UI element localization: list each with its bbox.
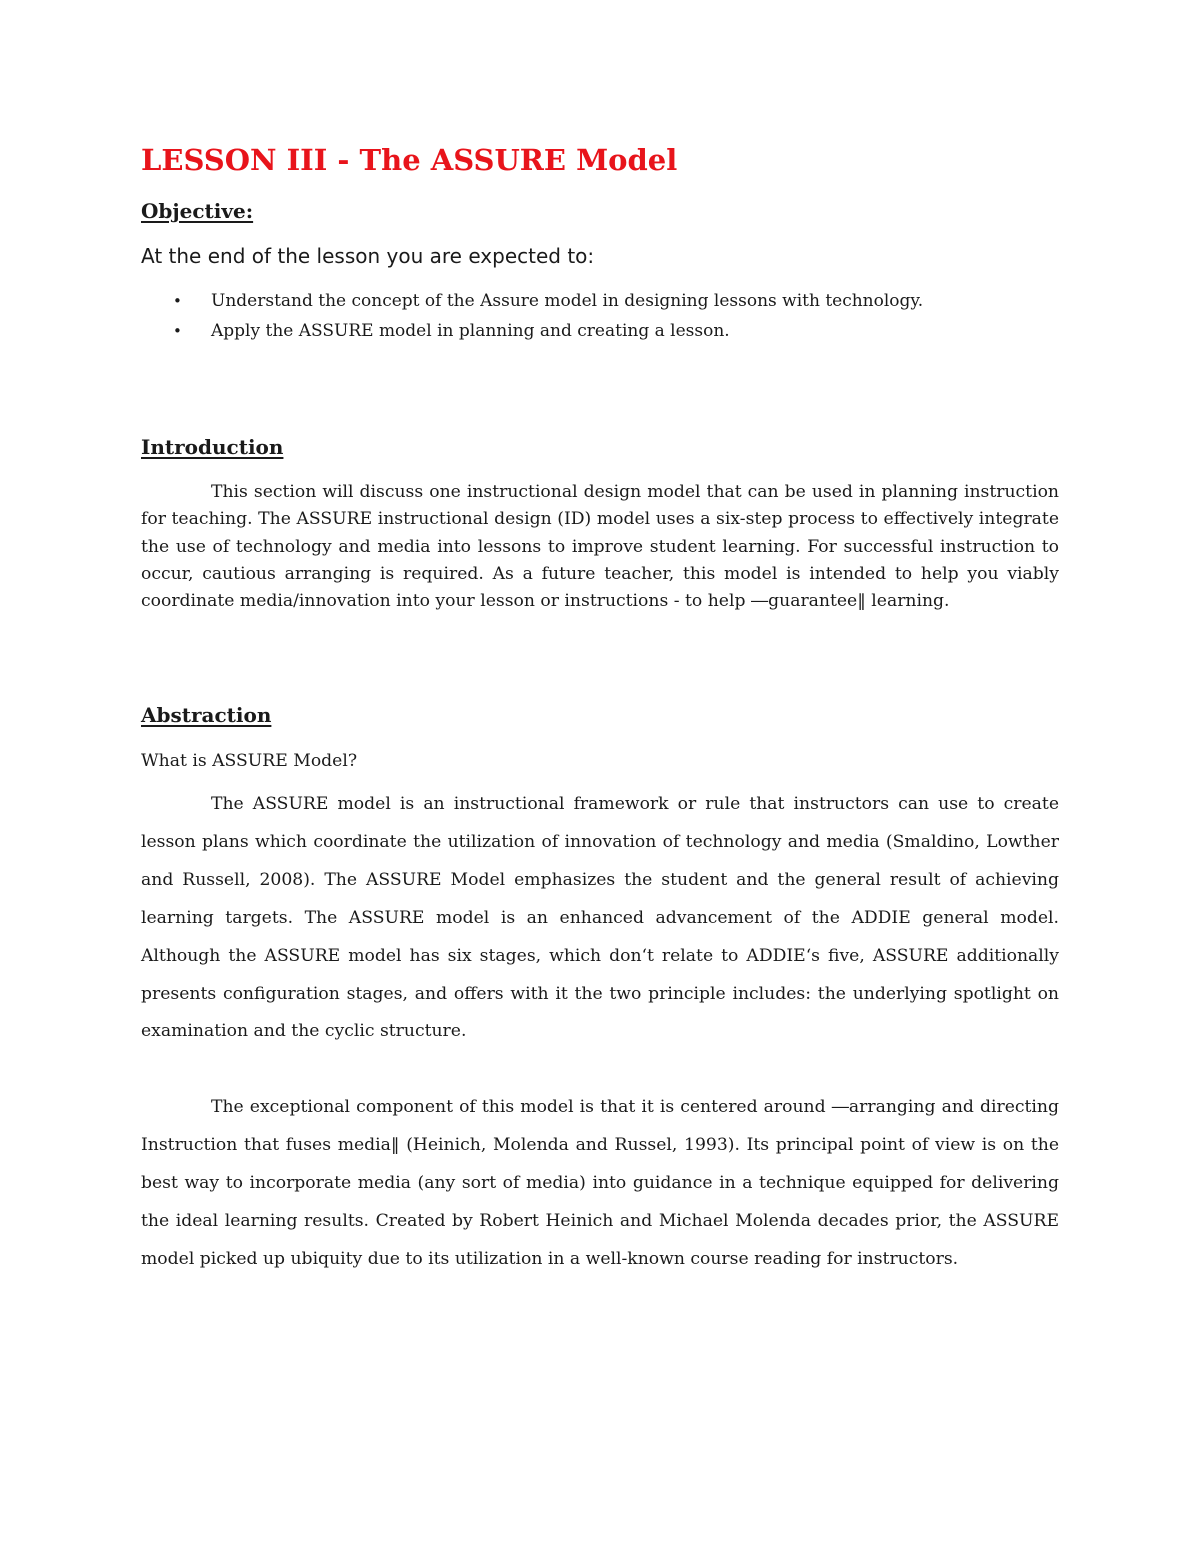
introduction-heading: Introduction [141,435,284,459]
list-item [141,288,1041,316]
abstraction-question: What is ASSURE Model? [141,751,358,771]
abstraction-paragraph-2: The exceptional component of this model is that it is centered around ―arranging and directing Instruction that fuses media‖ (Heinich, Molenda and Russel, 1993). Its principal point of view is on the best way to incorporate media (any sort of media) into guidance in a technique equipped for delivering the ideal learning results. Created by Robert Heinich and Michael Molenda decades prior, the ASSURE model picked up ubiquity due to its utilization in a well-known course reading for instructors. [141,1097,1059,1269]
list-item [141,318,1041,346]
introduction-paragraph: This section will discuss one instructional design model that can be used in planning instruction for teaching. The ASSURE instructional design (ID) model uses a six-step process to effectively integrate the use of technology and media into lessons to improve student learning. For successful instruction to occur, cautious arranging is required. As a future teacher, this model is intended to help you viably coordinate media/innovation into your lesson or instructions - to help ―guarantee‖ learning. [141,482,1059,612]
bullet-icon: • [173,321,182,340]
abstraction-heading: Abstraction [141,703,272,727]
list-item-text: Understand the concept of the Assure model in designing lessons with technology. [211,291,924,311]
objective-list [141,288,1041,347]
abstraction-paragraph-1: The ASSURE model is an instructional framework or rule that instructors can use to create lesson plans which coordinate the utilization of innovation of technology and media (Smaldino, Lowther and Russell, 2008). The ASSURE Model emphasizes the student and the general result of achieving learning targets. The ASSURE model is an enhanced advancement of the ADDIE general model. Although the ASSURE model has six stages, which don‘t relate to ADDIE‘s five, ASSURE additionally presents configuration stages, and offers with it the two principle includes: the underlying spotlight on examination and the cyclic structure. [141,794,1059,1042]
list-item-text: Apply the ASSURE model in planning and creating a lesson. [211,320,730,341]
objective-lead: At the end of the lesson you are expected to: [141,244,595,268]
objective-heading: Objective: [141,199,254,223]
lesson-title: LESSON III - The ASSURE Model [141,143,678,177]
bullet-icon: • [173,292,182,310]
